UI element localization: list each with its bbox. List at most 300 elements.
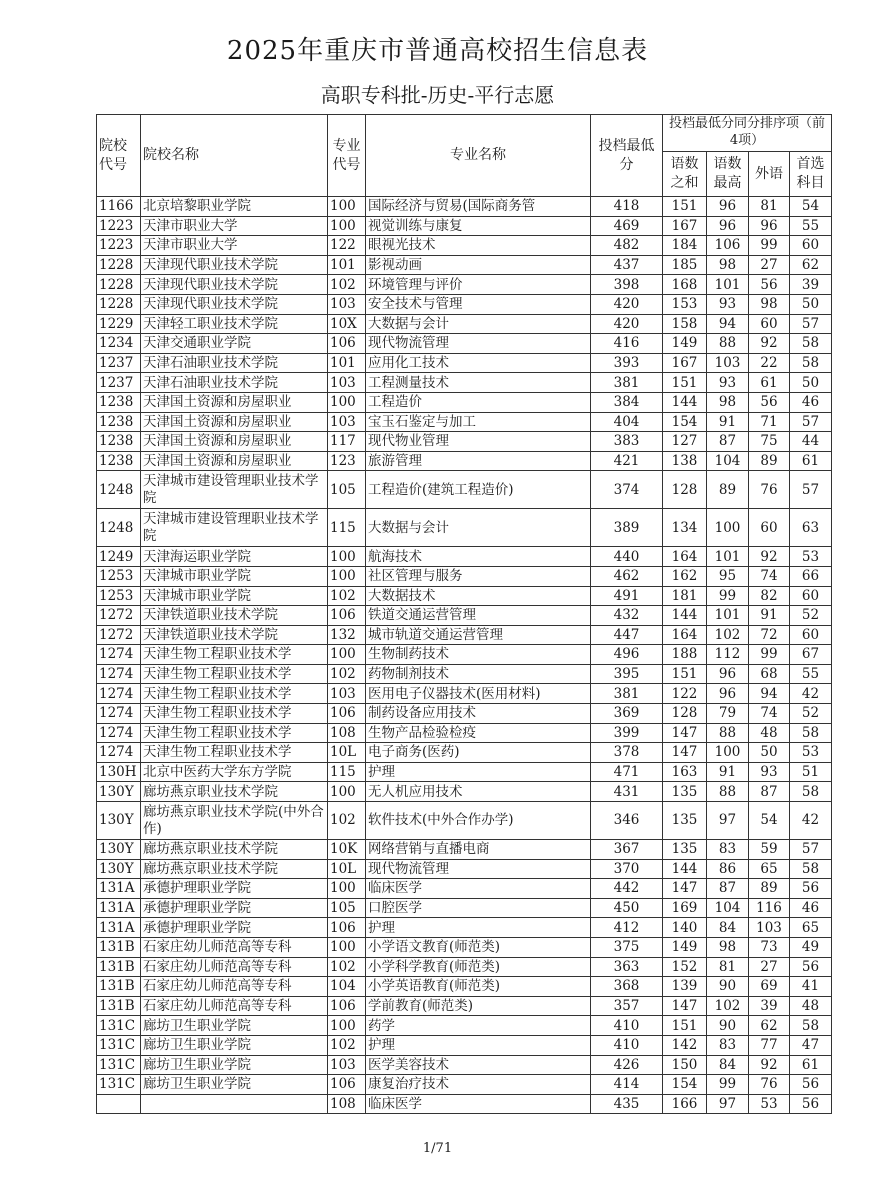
school-code-cell: 1228: [97, 255, 141, 275]
first-subject-cell: 57: [790, 412, 832, 432]
school-name-cell: 天津生物工程职业技术学: [141, 684, 328, 704]
table-row: [97, 802, 832, 840]
school-code-cell: 1223: [97, 216, 141, 236]
min-score-cell: 393: [591, 353, 663, 373]
school-code-cell: 1237: [97, 373, 141, 393]
min-score-cell: 432: [591, 606, 663, 626]
table-row: [97, 606, 832, 626]
min-score-cell: 471: [591, 762, 663, 782]
school-code-cell: 131C: [97, 1075, 141, 1095]
chinese-math-sum-cell: 153: [663, 294, 707, 314]
first-subject-cell: 58: [790, 353, 832, 373]
major-name-cell: 大数据与会计: [366, 314, 591, 334]
school-code-cell: 131B: [97, 938, 141, 958]
foreign-language-cell: 74: [749, 566, 790, 586]
chinese-math-max-cell: 88: [707, 782, 749, 802]
school-code-cell: 1238: [97, 412, 141, 432]
school-name-cell: 天津铁道职业技术学院: [141, 606, 328, 626]
school-name-cell: 承德护理职业学院: [141, 898, 328, 918]
foreign-language-cell: 62: [749, 1016, 790, 1036]
major-code-cell: 100: [328, 782, 366, 802]
major-code-cell: 100: [328, 547, 366, 567]
min-score-cell: 375: [591, 938, 663, 958]
chinese-math-max-cell: 102: [707, 625, 749, 645]
first-subject-cell: 39: [790, 275, 832, 295]
school-name-cell: 天津现代职业技术学院: [141, 294, 328, 314]
chinese-math-sum-cell: 151: [663, 664, 707, 684]
chinese-math-max-cell: 99: [707, 1075, 749, 1095]
school-name-cell: 天津交通职业学院: [141, 334, 328, 354]
major-name-cell: 生物产品检验检疫: [366, 723, 591, 743]
major-code-cell: 10L: [328, 743, 366, 763]
foreign-language-cell: 92: [749, 547, 790, 567]
school-code-cell: 130Y: [97, 782, 141, 802]
min-score-cell: 447: [591, 625, 663, 645]
major-name-cell: 工程测量技术: [366, 373, 591, 393]
chinese-math-sum-cell: 142: [663, 1035, 707, 1055]
header-school-code: 院校代号: [97, 115, 141, 197]
min-score-cell: 395: [591, 664, 663, 684]
school-name-cell: 石家庄幼儿师范高等专科: [141, 957, 328, 977]
major-code-cell: 103: [328, 373, 366, 393]
min-score-cell: 378: [591, 743, 663, 763]
school-code-cell: 1229: [97, 314, 141, 334]
table-row: [97, 392, 832, 412]
table-row: [97, 782, 832, 802]
major-code-cell: 123: [328, 451, 366, 471]
school-code-cell: 1272: [97, 625, 141, 645]
min-score-cell: 420: [591, 294, 663, 314]
chinese-math-sum-cell: 147: [663, 996, 707, 1016]
chinese-math-sum-cell: 158: [663, 314, 707, 334]
table-row: [97, 1094, 832, 1114]
school-code-cell: 131C: [97, 1016, 141, 1036]
major-code-cell: 106: [328, 704, 366, 724]
chinese-math-sum-cell: 169: [663, 898, 707, 918]
chinese-math-max-cell: 84: [707, 1055, 749, 1075]
min-score-cell: 370: [591, 859, 663, 879]
first-subject-cell: 42: [790, 684, 832, 704]
table-row: [97, 840, 832, 860]
chinese-math-sum-cell: 163: [663, 762, 707, 782]
table-row: [97, 918, 832, 938]
major-name-cell: 口腔医学: [366, 898, 591, 918]
admission-table: [96, 114, 832, 1114]
foreign-language-cell: 50: [749, 743, 790, 763]
school-code-cell: 1274: [97, 743, 141, 763]
first-subject-cell: 46: [790, 898, 832, 918]
table-row: [97, 451, 832, 471]
foreign-language-cell: 69: [749, 977, 790, 997]
chinese-math-max-cell: 88: [707, 723, 749, 743]
chinese-math-sum-cell: 144: [663, 606, 707, 626]
first-subject-cell: 58: [790, 1016, 832, 1036]
min-score-cell: 482: [591, 236, 663, 256]
major-name-cell: 学前教育(师范类): [366, 996, 591, 1016]
major-name-cell: 临床医学: [366, 1094, 591, 1114]
major-code-cell: 106: [328, 918, 366, 938]
major-code-cell: 104: [328, 977, 366, 997]
first-subject-cell: 53: [790, 547, 832, 567]
chinese-math-sum-cell: 147: [663, 723, 707, 743]
major-code-cell: 102: [328, 664, 366, 684]
major-name-cell: 旅游管理: [366, 451, 591, 471]
first-subject-cell: 44: [790, 432, 832, 452]
school-code-cell: 1248: [97, 471, 141, 509]
min-score-cell: 398: [591, 275, 663, 295]
header-major-code: 专业代号: [328, 115, 366, 197]
major-name-cell: 护理: [366, 918, 591, 938]
school-code-cell: 1238: [97, 451, 141, 471]
major-name-cell: 安全技术与管理: [366, 294, 591, 314]
major-code-cell: 115: [328, 509, 366, 547]
chinese-math-sum-cell: 164: [663, 547, 707, 567]
document-subtitle: 高职专科批-历史-平行志愿: [320, 83, 555, 107]
first-subject-cell: 55: [790, 216, 832, 236]
school-name-cell: 天津轻工职业技术学院: [141, 314, 328, 334]
major-code-cell: 100: [328, 938, 366, 958]
school-name-cell: 天津铁道职业技术学院: [141, 625, 328, 645]
table-row: [97, 684, 832, 704]
first-subject-cell: 58: [790, 723, 832, 743]
first-subject-cell: 56: [790, 1094, 832, 1114]
school-name-cell: 天津生物工程职业技术学: [141, 645, 328, 665]
major-code-cell: 102: [328, 957, 366, 977]
first-subject-cell: 41: [790, 977, 832, 997]
first-subject-cell: 46: [790, 392, 832, 412]
first-subject-cell: 58: [790, 859, 832, 879]
major-code-cell: 108: [328, 723, 366, 743]
chinese-math-max-cell: 93: [707, 294, 749, 314]
major-name-cell: 应用化工技术: [366, 353, 591, 373]
school-code-cell: 131A: [97, 918, 141, 938]
first-subject-cell: 67: [790, 645, 832, 665]
chinese-math-max-cell: 101: [707, 606, 749, 626]
major-name-cell: 环境管理与评价: [366, 275, 591, 295]
major-code-cell: 106: [328, 334, 366, 354]
table-row: [97, 1035, 832, 1055]
chinese-math-sum-cell: 128: [663, 471, 707, 509]
school-code-cell: 1237: [97, 353, 141, 373]
chinese-math-sum-cell: 168: [663, 275, 707, 295]
major-code-cell: 103: [328, 1055, 366, 1075]
first-subject-cell: 62: [790, 255, 832, 275]
foreign-language-cell: 92: [749, 1055, 790, 1075]
school-name-cell: 廊坊卫生职业学院: [141, 1016, 328, 1036]
table-row: [97, 294, 832, 314]
foreign-language-cell: 73: [749, 938, 790, 958]
chinese-math-sum-cell: 150: [663, 1055, 707, 1075]
major-code-cell: 103: [328, 412, 366, 432]
first-subject-cell: 56: [790, 957, 832, 977]
major-code-cell: 100: [328, 392, 366, 412]
first-subject-cell: 50: [790, 373, 832, 393]
major-name-cell: 护理: [366, 762, 591, 782]
min-score-cell: 437: [591, 255, 663, 275]
major-name-cell: 大数据技术: [366, 586, 591, 606]
foreign-language-cell: 99: [749, 236, 790, 256]
major-code-cell: 100: [328, 566, 366, 586]
major-code-cell: 102: [328, 586, 366, 606]
foreign-language-cell: 27: [749, 957, 790, 977]
table-row: [97, 977, 832, 997]
chinese-math-max-cell: 84: [707, 918, 749, 938]
chinese-math-max-cell: 97: [707, 1094, 749, 1114]
min-score-cell: 389: [591, 509, 663, 547]
major-name-cell: 小学英语教育(师范类): [366, 977, 591, 997]
foreign-language-cell: 60: [749, 509, 790, 547]
chinese-math-sum-cell: 162: [663, 566, 707, 586]
table-row: [97, 471, 832, 509]
major-code-cell: 103: [328, 294, 366, 314]
school-code-cell: 1228: [97, 294, 141, 314]
major-name-cell: 影视动画: [366, 255, 591, 275]
min-score-cell: 357: [591, 996, 663, 1016]
major-code-cell: 115: [328, 762, 366, 782]
min-score-cell: 410: [591, 1035, 663, 1055]
foreign-language-cell: 60: [749, 314, 790, 334]
foreign-language-cell: 89: [749, 879, 790, 899]
school-code-cell: 1274: [97, 664, 141, 684]
school-name-cell: 北京中医药大学东方学院: [141, 762, 328, 782]
table-row: [97, 586, 832, 606]
min-score-cell: 367: [591, 840, 663, 860]
first-subject-cell: 56: [790, 1075, 832, 1095]
min-score-cell: 381: [591, 373, 663, 393]
school-name-cell: 天津国土资源和房屋职业: [141, 392, 328, 412]
school-name-cell: 天津生物工程职业技术学: [141, 704, 328, 724]
header-first-subject: 首选科目: [790, 152, 832, 197]
major-name-cell: 航海技术: [366, 547, 591, 567]
table-row: [97, 236, 832, 256]
school-code-cell: 130Y: [97, 859, 141, 879]
first-subject-cell: 56: [790, 879, 832, 899]
school-code-cell: 131B: [97, 996, 141, 1016]
chinese-math-sum-cell: 181: [663, 586, 707, 606]
table-body: [97, 197, 832, 1114]
table-row: [97, 373, 832, 393]
min-score-cell: 435: [591, 1094, 663, 1114]
header-school-name: 院校名称: [141, 115, 328, 197]
first-subject-cell: 49: [790, 938, 832, 958]
chinese-math-max-cell: 91: [707, 762, 749, 782]
major-name-cell: 眼视光技术: [366, 236, 591, 256]
chinese-math-sum-cell: 147: [663, 743, 707, 763]
school-name-cell: 天津城市职业学院: [141, 566, 328, 586]
foreign-language-cell: 98: [749, 294, 790, 314]
school-name-cell: 北京培黎职业学院: [141, 197, 328, 217]
foreign-language-cell: 53: [749, 1094, 790, 1114]
chinese-math-sum-cell: 184: [663, 236, 707, 256]
major-code-cell: 106: [328, 606, 366, 626]
chinese-math-max-cell: 89: [707, 471, 749, 509]
table-row: [97, 898, 832, 918]
school-code-cell: 1274: [97, 684, 141, 704]
table-row: [97, 255, 832, 275]
chinese-math-sum-cell: 122: [663, 684, 707, 704]
foreign-language-cell: 75: [749, 432, 790, 452]
chinese-math-max-cell: 99: [707, 586, 749, 606]
major-code-cell: 102: [328, 275, 366, 295]
major-name-cell: 网络营销与直播电商: [366, 840, 591, 860]
chinese-math-sum-cell: 140: [663, 918, 707, 938]
school-name-cell: 天津市职业大学: [141, 216, 328, 236]
chinese-math-max-cell: 98: [707, 255, 749, 275]
chinese-math-sum-cell: 138: [663, 451, 707, 471]
chinese-math-sum-cell: 151: [663, 373, 707, 393]
school-name-cell: 廊坊燕京职业技术学院: [141, 859, 328, 879]
first-subject-cell: 55: [790, 664, 832, 684]
table-row: [97, 1055, 832, 1075]
first-subject-cell: 48: [790, 996, 832, 1016]
chinese-math-sum-cell: 188: [663, 645, 707, 665]
table-row: [97, 743, 832, 763]
first-subject-cell: 61: [790, 1055, 832, 1075]
major-name-cell: 国际经济与贸易(国际商务管: [366, 197, 591, 217]
school-code-cell: 1272: [97, 606, 141, 626]
chinese-math-sum-cell: 152: [663, 957, 707, 977]
school-code-cell: 1274: [97, 645, 141, 665]
header-foreign-language: 外语: [749, 152, 790, 197]
table-row: [97, 197, 832, 217]
school-code-cell: 131A: [97, 898, 141, 918]
school-code-cell: 1238: [97, 432, 141, 452]
chinese-math-max-cell: 96: [707, 684, 749, 704]
major-code-cell: 103: [328, 684, 366, 704]
major-code-cell: 10K: [328, 840, 366, 860]
major-code-cell: 105: [328, 898, 366, 918]
chinese-math-max-cell: 87: [707, 879, 749, 899]
school-name-cell: 天津生物工程职业技术学: [141, 664, 328, 684]
major-code-cell: 100: [328, 197, 366, 217]
major-name-cell: 大数据与会计: [366, 509, 591, 547]
min-score-cell: 412: [591, 918, 663, 938]
page-number: 1/71: [422, 1141, 453, 1156]
table-row: [97, 859, 832, 879]
school-code-cell: 131B: [97, 977, 141, 997]
table-row: [97, 704, 832, 724]
school-code-cell: 1238: [97, 392, 141, 412]
chinese-math-max-cell: 100: [707, 509, 749, 547]
table-row: [97, 996, 832, 1016]
min-score-cell: 431: [591, 782, 663, 802]
min-score-cell: 374: [591, 471, 663, 509]
min-score-cell: 410: [591, 1016, 663, 1036]
chinese-math-max-cell: 87: [707, 432, 749, 452]
major-code-cell: 108: [328, 1094, 366, 1114]
major-name-cell: 工程造价(建筑工程造价): [366, 471, 591, 509]
table-row: [97, 566, 832, 586]
chinese-math-max-cell: 101: [707, 547, 749, 567]
major-name-cell: 药学: [366, 1016, 591, 1036]
table-row: [97, 1075, 832, 1095]
foreign-language-cell: 71: [749, 412, 790, 432]
first-subject-cell: 60: [790, 586, 832, 606]
major-name-cell: 小学语文教育(师范类): [366, 938, 591, 958]
major-name-cell: 城市轨道交通运营管理: [366, 625, 591, 645]
min-score-cell: 414: [591, 1075, 663, 1095]
major-code-cell: 106: [328, 996, 366, 1016]
major-name-cell: 现代物流管理: [366, 334, 591, 354]
major-name-cell: 小学科学教育(师范类): [366, 957, 591, 977]
foreign-language-cell: 61: [749, 373, 790, 393]
school-code-cell: 1274: [97, 723, 141, 743]
table-row: [97, 664, 832, 684]
table-row: [97, 957, 832, 977]
chinese-math-max-cell: 88: [707, 334, 749, 354]
first-subject-cell: 51: [790, 762, 832, 782]
min-score-cell: 368: [591, 977, 663, 997]
header-row-1: [97, 115, 832, 152]
header-chinese-math-sum: 语数之和: [663, 152, 707, 197]
school-name-cell: 天津国土资源和房屋职业: [141, 412, 328, 432]
major-code-cell: 100: [328, 1016, 366, 1036]
chinese-math-sum-cell: 154: [663, 1075, 707, 1095]
first-subject-cell: 47: [790, 1035, 832, 1055]
min-score-cell: 420: [591, 314, 663, 334]
header-chinese-math-max: 语数最高: [707, 152, 749, 197]
major-name-cell: 无人机应用技术: [366, 782, 591, 802]
school-code-cell: 1248: [97, 509, 141, 547]
first-subject-cell: 57: [790, 314, 832, 334]
min-score-cell: 496: [591, 645, 663, 665]
min-score-cell: 426: [591, 1055, 663, 1075]
foreign-language-cell: 116: [749, 898, 790, 918]
min-score-cell: 491: [591, 586, 663, 606]
school-code-cell: 130Y: [97, 840, 141, 860]
min-score-cell: 346: [591, 802, 663, 840]
table-row: [97, 762, 832, 782]
chinese-math-max-cell: 90: [707, 977, 749, 997]
min-score-cell: 383: [591, 432, 663, 452]
major-name-cell: 医学美容技术: [366, 1055, 591, 1075]
chinese-math-sum-cell: 134: [663, 509, 707, 547]
chinese-math-sum-cell: 135: [663, 802, 707, 840]
school-name-cell: 天津生物工程职业技术学: [141, 723, 328, 743]
foreign-language-cell: 94: [749, 684, 790, 704]
chinese-math-max-cell: 112: [707, 645, 749, 665]
first-subject-cell: 53: [790, 743, 832, 763]
school-code-cell: 1234: [97, 334, 141, 354]
min-score-cell: 462: [591, 566, 663, 586]
min-score-cell: 369: [591, 704, 663, 724]
major-name-cell: 软件技术(中外合作办学): [366, 802, 591, 840]
min-score-cell: 418: [591, 197, 663, 217]
school-code-cell: 1228: [97, 275, 141, 295]
major-code-cell: 10L: [328, 859, 366, 879]
table-row: [97, 547, 832, 567]
school-name-cell: [141, 1094, 328, 1114]
table-row: [97, 334, 832, 354]
foreign-language-cell: 68: [749, 664, 790, 684]
major-name-cell: 工程造价: [366, 392, 591, 412]
school-name-cell: 天津国土资源和房屋职业: [141, 451, 328, 471]
chinese-math-sum-cell: 149: [663, 938, 707, 958]
school-code-cell: 131C: [97, 1055, 141, 1075]
foreign-language-cell: 56: [749, 392, 790, 412]
chinese-math-max-cell: 106: [707, 236, 749, 256]
major-name-cell: 康复治疗技术: [366, 1075, 591, 1095]
foreign-language-cell: 74: [749, 704, 790, 724]
school-name-cell: 承德护理职业学院: [141, 879, 328, 899]
school-name-cell: 天津石油职业技术学院: [141, 373, 328, 393]
major-code-cell: 100: [328, 645, 366, 665]
chinese-math-max-cell: 104: [707, 898, 749, 918]
chinese-math-max-cell: 96: [707, 216, 749, 236]
major-code-cell: 100: [328, 216, 366, 236]
school-code-cell: 1253: [97, 586, 141, 606]
foreign-language-cell: 72: [749, 625, 790, 645]
